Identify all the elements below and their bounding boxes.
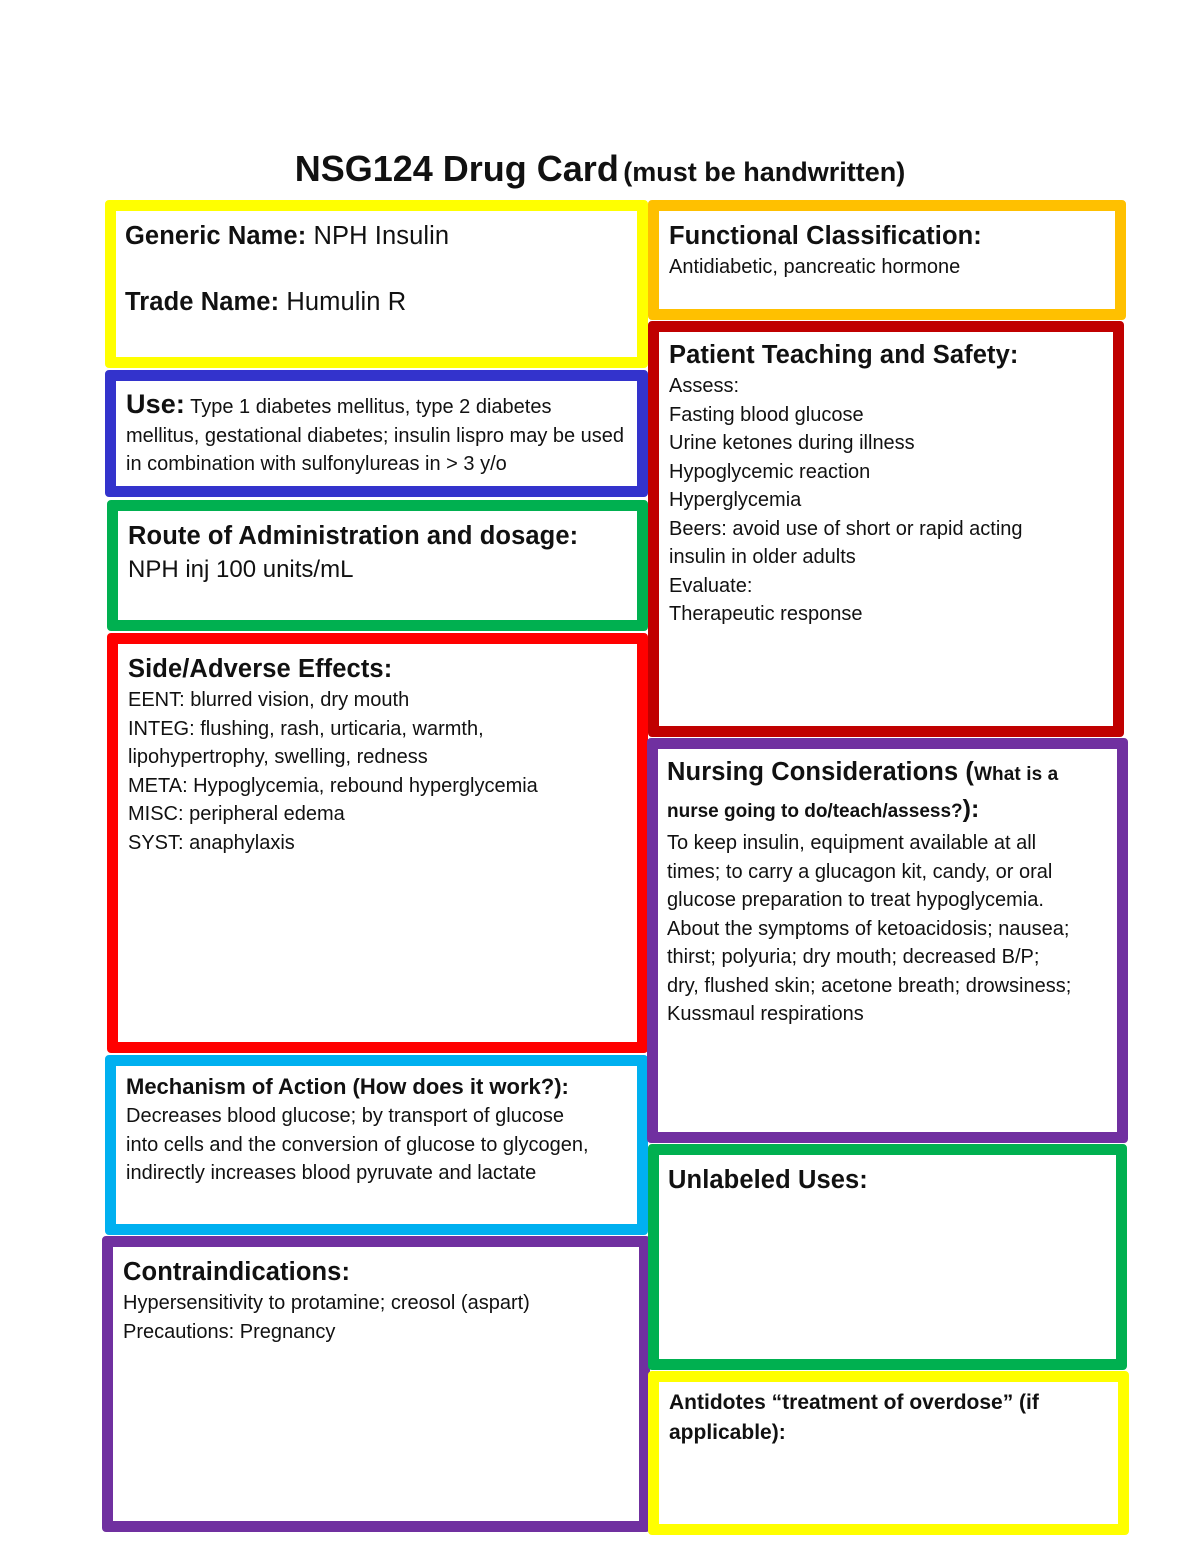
teaching-line: Assess:	[669, 375, 740, 397]
functional-label: Functional Classification:	[669, 222, 982, 250]
teaching-line: insulin in older adults	[669, 546, 856, 568]
unlabeled-label: Unlabeled Uses:	[668, 1166, 868, 1194]
title-main: NSG124 Drug Card	[294, 148, 619, 189]
side-effect-line: META: Hypoglycemia, rebound hyperglycemia	[128, 774, 538, 797]
side-effect-line: INTEG: flushing, rash, urticaria, warmth,	[128, 717, 484, 740]
page-title	[0, 148, 1200, 190]
contraindication-line: Precautions: Pregnancy	[123, 1320, 336, 1343]
title-subtitle: (must be handwritten)	[623, 157, 906, 187]
use-label: Use:	[126, 389, 185, 419]
mechanism-line: indirectly increases blood pyruvate and lactate	[126, 1162, 537, 1184]
nursing-label-main: Nursing Considerations (	[667, 758, 975, 786]
functional-classification-box	[648, 200, 1126, 320]
mechanism-line: into cells and the conversion of glucose to glycogen,	[126, 1133, 589, 1156]
generic-name-label: Generic Name:	[125, 222, 307, 250]
side-effect-line: lipohypertrophy, swelling, redness	[128, 746, 428, 768]
antidotes-label: Antidotes “treatment of overdose” (if applicable):	[669, 1391, 1039, 1444]
nursing-line: About the symptoms of ketoacidosis; nausea;	[667, 917, 1070, 940]
side-effect-line: EENT: blurred vision, dry mouth	[128, 689, 410, 711]
nursing-line: To keep insulin, equipment available at all	[667, 832, 1037, 854]
trade-name-value: Humulin R	[286, 288, 407, 316]
contraindication-line: Hypersensitivity to protamine; creosol (aspart)	[123, 1292, 530, 1314]
trade-name-label: Trade Name:	[125, 288, 280, 316]
teaching-line: Evaluate:	[669, 574, 753, 597]
nursing-label-question: nurse going to do/teach/assess?	[667, 801, 963, 822]
functional-value: Antidiabetic, pancreatic hormone	[669, 256, 961, 278]
nursing-line: dry, flushed skin; acetone breath; drowsiness;	[667, 974, 1072, 997]
generic-name-value: NPH Insulin	[313, 222, 450, 250]
mechanism-line: Decreases blood glucose; by transport of glucose	[126, 1105, 565, 1127]
teaching-label: Patient Teaching and Safety:	[669, 341, 1019, 369]
mechanism-label: Mechanism of Action (How does it work?):	[126, 1074, 569, 1099]
side-effects-box	[107, 633, 648, 1053]
contraindications-label: Contraindications:	[123, 1258, 351, 1286]
nursing-label-note: What is a	[974, 764, 1059, 785]
route-box	[107, 500, 648, 631]
teaching-line: Therapeutic response	[669, 603, 863, 625]
nursing-line: times; to carry a glucagon kit, candy, or oral	[667, 860, 1053, 883]
use-text: Type 1 diabetes mellitus, type 2 diabetes mellitus, gestational diabetes; insulin lispro may be used in combination with sulfonylureas in > 3 y/o	[126, 396, 625, 475]
antidotes-box	[648, 1371, 1129, 1535]
teaching-line: Urine ketones during illness	[669, 432, 915, 454]
nursing-label	[667, 755, 1107, 792]
teaching-line: Hyperglycemia	[669, 489, 802, 511]
trade-name-row	[125, 285, 627, 319]
route-value: NPH inj 100 units/mL	[128, 556, 354, 583]
teaching-line: Hypoglycemic reaction	[669, 460, 871, 483]
contraindications-box	[102, 1236, 650, 1532]
route-label: Route of Administration and dosage:	[128, 522, 579, 550]
names-box	[105, 200, 648, 368]
nursing-label-line2	[667, 792, 1107, 829]
generic-name-row	[125, 219, 627, 253]
nursing-line: glucose preparation to treat hypoglycemia.	[667, 889, 1044, 911]
side-effects-label: Side/Adverse Effects:	[128, 655, 393, 683]
nursing-line: thirst; polyuria; dry mouth; decreased B/P;	[667, 946, 1040, 968]
nursing-line: Kussmaul respirations	[667, 1003, 864, 1025]
unlabeled-uses-box	[648, 1144, 1127, 1370]
mechanism-box	[105, 1055, 648, 1235]
teaching-line: Fasting blood glucose	[669, 403, 864, 426]
nursing-considerations-box	[647, 738, 1128, 1143]
nursing-label-end: ):	[962, 795, 980, 823]
use-box	[105, 370, 648, 497]
teaching-box	[648, 321, 1124, 737]
side-effect-line: SYST: anaphylaxis	[128, 831, 295, 854]
side-effect-line: MISC: peripheral edema	[128, 803, 345, 825]
teaching-line: Beers: avoid use of short or rapid acting	[669, 517, 1023, 540]
